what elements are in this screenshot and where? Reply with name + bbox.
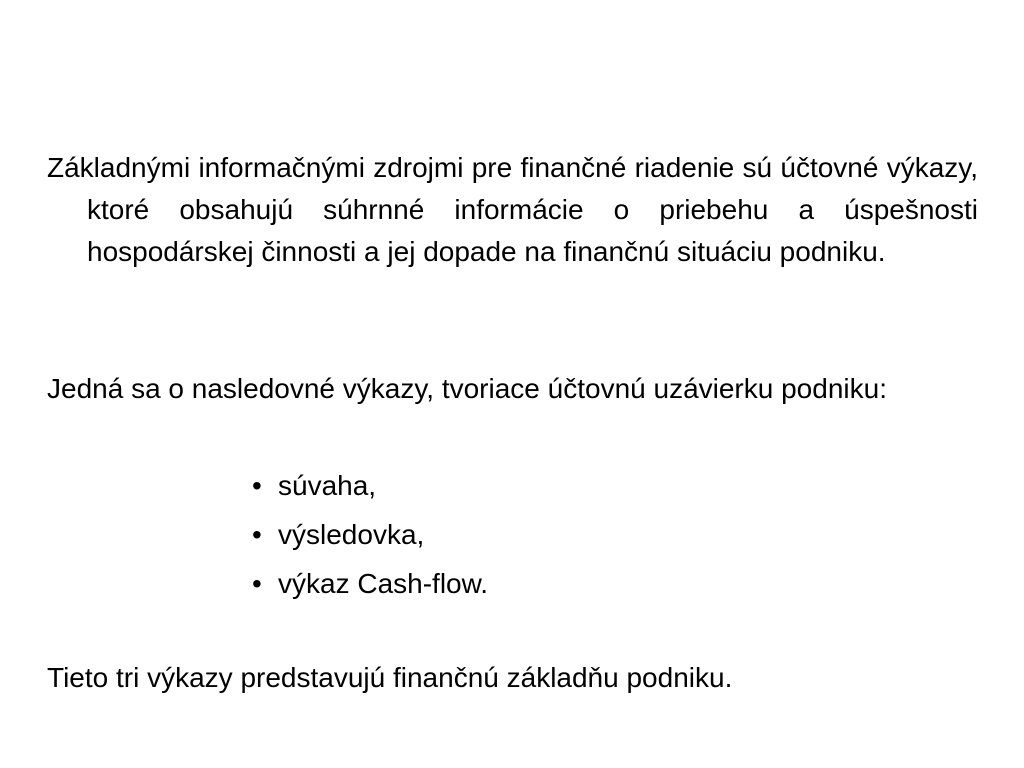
list-item-label: výsledovka, [278,519,425,550]
paragraph-conclusion: Tieto tri výkazy predstavujú finančnú základňu podniku. [47,662,733,693]
list-item-label: výkaz Cash-flow. [278,568,489,599]
statements-bullet-list [252,461,488,608]
list-item [252,461,488,510]
bullet-icon: • [252,568,262,599]
list-item-label: súvaha, [278,470,377,501]
bullet-icon: • [252,470,262,501]
list-item [252,510,488,559]
paragraph-statements-intro: Jedná sa o nasledovné výkazy, tvoriace účtovnú uzávierku podniku: [47,373,887,404]
paragraph-information-sources: Základnými informačnými zdrojmi pre finančné riadenie sú účtovné výkazy, ktoré obsahujú súhrnné informácie o priebehu a úspešnosti hospodárskej činnosti a jej dopade na finančnú situáciu podniku. [47,152,978,267]
list-item [252,559,488,608]
bullet-icon: • [252,519,262,550]
